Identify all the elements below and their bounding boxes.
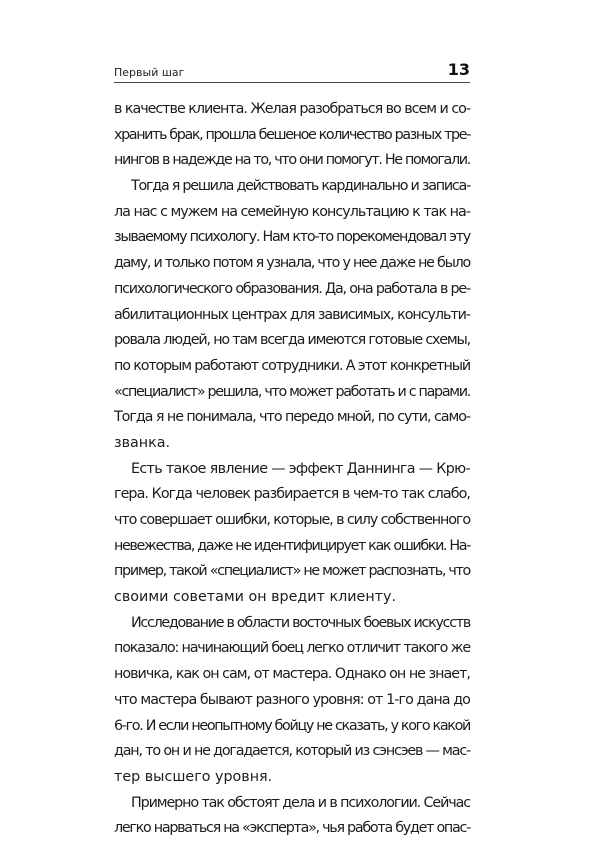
body-text xyxy=(114,97,470,842)
text-line: что мастера бывают разного уровня: от 1-го дана до xyxy=(114,691,470,708)
text-line: что совершает ошибки, которые, в силу собственного xyxy=(114,512,470,528)
text-line: пример, такой «специалист» не может распознать, что xyxy=(114,563,470,580)
text-line: показало: начинающий боец легко отличит такого же xyxy=(114,640,470,657)
text-line: 6-го. И если неопытному бойцу не сказать, у кого какой xyxy=(114,717,470,734)
paragraph xyxy=(114,611,470,791)
text-line: Тогда я решила действовать кардинально и записа- xyxy=(131,178,470,195)
text-line: Исследование в области восточных боевых искусств xyxy=(131,614,470,631)
paragraph xyxy=(114,97,470,174)
running-title: Первый шаг xyxy=(114,66,185,79)
text-line: ла нас с мужем на семейную консультацию к так на- xyxy=(114,203,470,220)
paragraph xyxy=(114,791,470,842)
text-line: гера. Когда человек разбирается в чем-то так слабо, xyxy=(114,486,470,503)
text-line: своими советами он вредит клиенту. xyxy=(114,589,397,606)
text-line: новичка, как он сам, от мастера. Однако он не знает, xyxy=(114,666,470,683)
text-line: в качестве клиента. Желая разобраться во всем и со- xyxy=(114,101,470,117)
text-line: психологического образования. Да, она работала в ре- xyxy=(114,280,470,297)
text-line: хранить брак, прошла бешеное количество разных тре- xyxy=(114,126,470,143)
text-line: ровала людей, но там всегда имеются готовые схемы, xyxy=(114,332,470,349)
text-line: даму, и только потом я узнала, что у нее даже не было xyxy=(114,255,470,272)
text-line: легко нарваться на «эксперта», чья работа будет опас- xyxy=(114,820,470,837)
text-line: нингов в надежде на то, что они помогут. Не помогали. xyxy=(114,152,470,169)
text-line: абилитационных центрах для зависимых, консульти- xyxy=(114,306,470,323)
text-line: Есть такое явление — эффект Даннинга — Крю- xyxy=(131,460,470,477)
paragraph xyxy=(114,457,470,611)
text-line: Примерно так обстоят дела и в психологии. Сейчас xyxy=(131,794,470,811)
text-line: Тогда я не понимала, что передо мной, по сути, само- xyxy=(114,409,470,426)
text-line: невежества, даже не идентифицирует как ошибки. На- xyxy=(114,537,470,554)
running-header xyxy=(114,58,470,82)
header-rule xyxy=(114,82,470,83)
text-line: тер высшего уровня. xyxy=(114,768,273,785)
page-number: 13 xyxy=(447,60,470,79)
text-line: по которым работают сотрудники. А этот конкретный xyxy=(114,357,470,374)
paragraph xyxy=(114,174,470,457)
text-line: зываемому психологу. Нам кто-то порекомендовал эту xyxy=(114,229,470,246)
text-line: «специалист» решила, что может работать и с парами. xyxy=(114,383,470,400)
text-line: званка. xyxy=(114,434,171,451)
text-line: дан, то он и не догадается, который из сэнсэев — мас- xyxy=(114,743,470,760)
